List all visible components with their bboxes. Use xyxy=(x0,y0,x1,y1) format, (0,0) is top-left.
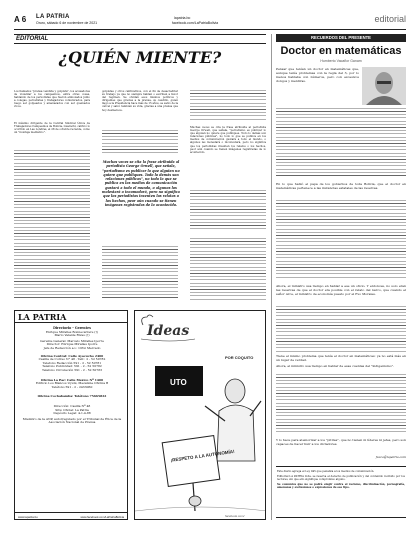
cartoon-drawing xyxy=(135,311,266,520)
opinion-text-3 xyxy=(276,306,406,352)
editorial-label: EDITORIAL xyxy=(16,36,49,42)
editorial-cartoon xyxy=(134,310,266,520)
directory-header xyxy=(15,311,127,323)
editorial-para-2: El máximo dirigente de la Central Sindical Única de Trabajadores Campesinos de Bolivia, Guarachi, calificó lo ocurrido en Las Londras, el 28 de octubre reciente, como un "montaje mediático". xyxy=(14,122,90,135)
opinion-signoff: fvaca@lapatria.com xyxy=(375,455,406,459)
editorial-block xyxy=(14,34,266,304)
directory-line: Teléfono 591 - 2 - 2433060 xyxy=(51,384,93,389)
page-header xyxy=(14,14,406,28)
banner-text: ¡RESPETO A LA AUTONOMÍA! xyxy=(170,448,235,463)
directory-staff-list xyxy=(19,327,125,425)
opinion-para-1: Pensar que tenían un doctor en matemáticas que, aunque tenía problemas con la regla del 3, por lo menos hablaba con números, pero con excesivos dongos y mentiras. xyxy=(276,67,359,83)
opinion-author: Humberto Vacaflor Ganam xyxy=(320,59,362,63)
editorial-text-col1 xyxy=(14,150,90,300)
directory-box xyxy=(14,310,128,520)
directory-line: Miembro de la ANP, autorregulado por el Tribunal de Ética de la Asociación Nacional de Prensa xyxy=(22,416,122,425)
opinion-column xyxy=(276,34,406,520)
editorial-text-col2 xyxy=(102,130,178,154)
directory-line: Casilla de Correo N° 48 · Telf.: 2 - 52 50782 xyxy=(38,357,106,362)
section-name: editorial xyxy=(374,14,406,24)
disclaimer-line-1: Este diario agrega el Ley 045 que penaliza a los medios de comunicación. xyxy=(277,470,375,473)
page-number: A 6 xyxy=(14,15,27,24)
editorial-para-1: Los llamados "prensa vendida y golpista", los acusadores de violentar a los campesinos, entre otras cosas, hablando de los periodistas que fueron embozados junto a colegas, periodistas y trabajadores comunicados, para luego ser golpeados y amenazados con ser quemados vivos. xyxy=(14,90,90,109)
opinion-para-4: Tiene el mismo problema que tenía el doctor en matemáticas: ya no está más en un lugar de verdad. xyxy=(276,354,406,362)
directory-line: Oficina Central: Calle Ayacucho 2400 xyxy=(40,353,104,358)
masthead-small: LA PATRIA xyxy=(36,14,70,20)
directory-line: Telefono Circulación 591 - 2 - 52 50783 xyxy=(41,367,103,372)
directory-footer-web[interactable]: www.lapatria.bo xyxy=(18,515,38,519)
directory-line: Edificio Los Blancos Uyuni, Mezanine Oficina B xyxy=(35,381,109,386)
directory-line: Telefono Redacción 591 - 2 - 52 50781 xyxy=(42,360,102,365)
author-photo xyxy=(362,67,406,105)
directory-line: Jefe de Redacción a.i.: Ortiz Mercado xyxy=(43,345,101,350)
editorial-label-bar xyxy=(14,34,266,44)
directory-line: Gerente General: Marcelo Miralles Iporre xyxy=(40,338,104,343)
directory-line: Directorio - Gerentes xyxy=(53,326,91,330)
directory-line: Oficina Cochabamba: Teléfono 75665822 xyxy=(37,394,107,399)
opinion-para-3: Ahora, el ministro usa tiempo en hablar a ese un oficio. Y entonces, no solo eran las reservas de que el doctor era posible con el relato del narco, que cuando el señor Arce, el ministro de economía puesto por el Evo Morales. xyxy=(276,284,406,296)
directory-masthead: LA PATRIA xyxy=(18,312,67,322)
editorial-text-col3-bottom xyxy=(190,238,266,300)
disclaimer-line-2: Editorial LA PATRIA Ltda. se reserva el derecho de publicación y del contenido recibido por los lectores, sin que ello signifique compromiso alguno. xyxy=(277,475,405,482)
opinion-text-1 xyxy=(276,108,406,178)
directory-line: Depósito Legal: 4-1-4-88 xyxy=(53,411,91,416)
opinion-para-2: En lo que habló el papa de los gobiernos de toda Bolivia, que el doctor en matemáticas pertenece a las instancias estatales de las reservas. xyxy=(276,182,406,190)
uto-label: UTO xyxy=(170,378,187,387)
opinion-text-4 xyxy=(276,374,406,434)
directory-line: Telefono Publicidad: 591 - 2 - 52 50782 xyxy=(42,364,102,369)
opinion-title: Doctor en matemáticas xyxy=(280,45,402,57)
editorial-col-mid: golpistas y otros calificativos, con el fin de desacreditar su trabajo ya que no siempre hablan o escriben a favor del régimen. Se olvidan esos mismos políticos y dirigentes que gracias a la prensa, su caudillo, quien llegó a la Presidencia hace más de 15 años, se salvó de la cárcel y salvó también su vida, gracias a una prensa que hoy desmerece. xyxy=(102,90,178,112)
directory-footer-facebook[interactable]: www.facebook.com/LaPatriaBolivia xyxy=(80,515,124,519)
directory-footer xyxy=(15,512,127,519)
opinion-para-5: Ahora, el ministro usa tiempo en hablar de esas cuentas del "indigenismo". xyxy=(276,364,394,368)
editorial-col-right: Muchas veces se cita la frase atribuida al periodista George Orwell, que señala, "periodismo es publicar lo que alguien no quiere que publiques. Todo lo demás son relaciones públicas", no todo lo que se publica en los medios de comunicación gustará a todo el mundo, o algunos les molestará o incomodará, pero no significa que los periodistas inventen los relatos o los hechos, peor aún cuando se tienen imágenes registradas de lo acontecido. xyxy=(190,126,266,154)
web-link[interactable]: lapatria.bo xyxy=(174,16,191,20)
editorial-text-col3-top xyxy=(190,90,266,122)
date-line: Oruro, sábado 6 de noviembre de 2021 xyxy=(36,21,98,25)
pull-quote: Muchos veces se cita la frase atribuida al periodista George Orwell, que señala, "periodismo es publicar lo que alguien no quiere que publiques. Todo lo demás son relaciones públicas", no todo lo que se publica en los medios de comunicación gustará a todo el mundo, o algunos los molestará o incomodará, pero no significa que los periodistas inventen los relatos o los hechos, peor aún cuando se tienen imágenes registradas de lo acontecido. xyxy=(102,160,180,207)
header-rule xyxy=(14,29,406,30)
directory-line: Dirección: Casilla Nº 48 xyxy=(53,403,91,408)
cartoon-credit: facebook.com/ xyxy=(225,514,245,518)
directory-line: Director: Enrique Miralles Iporre xyxy=(46,342,98,347)
fist xyxy=(189,496,201,506)
opinion-section-label: RECUERDOS DEL PRESENTE xyxy=(276,34,406,42)
directory-line: Oficina La Paz: Calle Mexico Nº 1400 xyxy=(40,377,104,382)
editorial-text-col2-bottom xyxy=(102,246,178,300)
figure-head xyxy=(225,379,245,403)
directory-line: Sitio Oficial: La Patria xyxy=(55,407,89,412)
directory-line: Mario Velaide Rivas (†) xyxy=(54,333,90,338)
cartoon-logo: Ideas xyxy=(147,323,190,339)
cartoon-speech: POR COQUITO xyxy=(225,355,254,360)
opinion-text-2 xyxy=(276,200,406,280)
disclaimer-box xyxy=(276,466,406,518)
editorial-text-col3 xyxy=(190,190,266,230)
facebook-link[interactable]: facebook.com/LaPatriaBolivia xyxy=(172,21,219,25)
column-divider xyxy=(271,34,272,520)
directory-line: Enrique Miralles Bonnecarrere (†) xyxy=(45,329,99,334)
editorial-title: ¿QUIÉN MIENTE? xyxy=(58,48,222,67)
disclaimer-line-3: Se comunica que no se podrá elegir contra el racismo, discriminación, pornografía, amenazas y exclusiones o expresiones de ese tipo. xyxy=(277,483,405,490)
opinion-para-6: Y lo hace para atemorizar a los "pititas", que no tienen ni líderes ni jefes, pero son capaces de hacer huir a los dictadores. xyxy=(276,438,406,446)
